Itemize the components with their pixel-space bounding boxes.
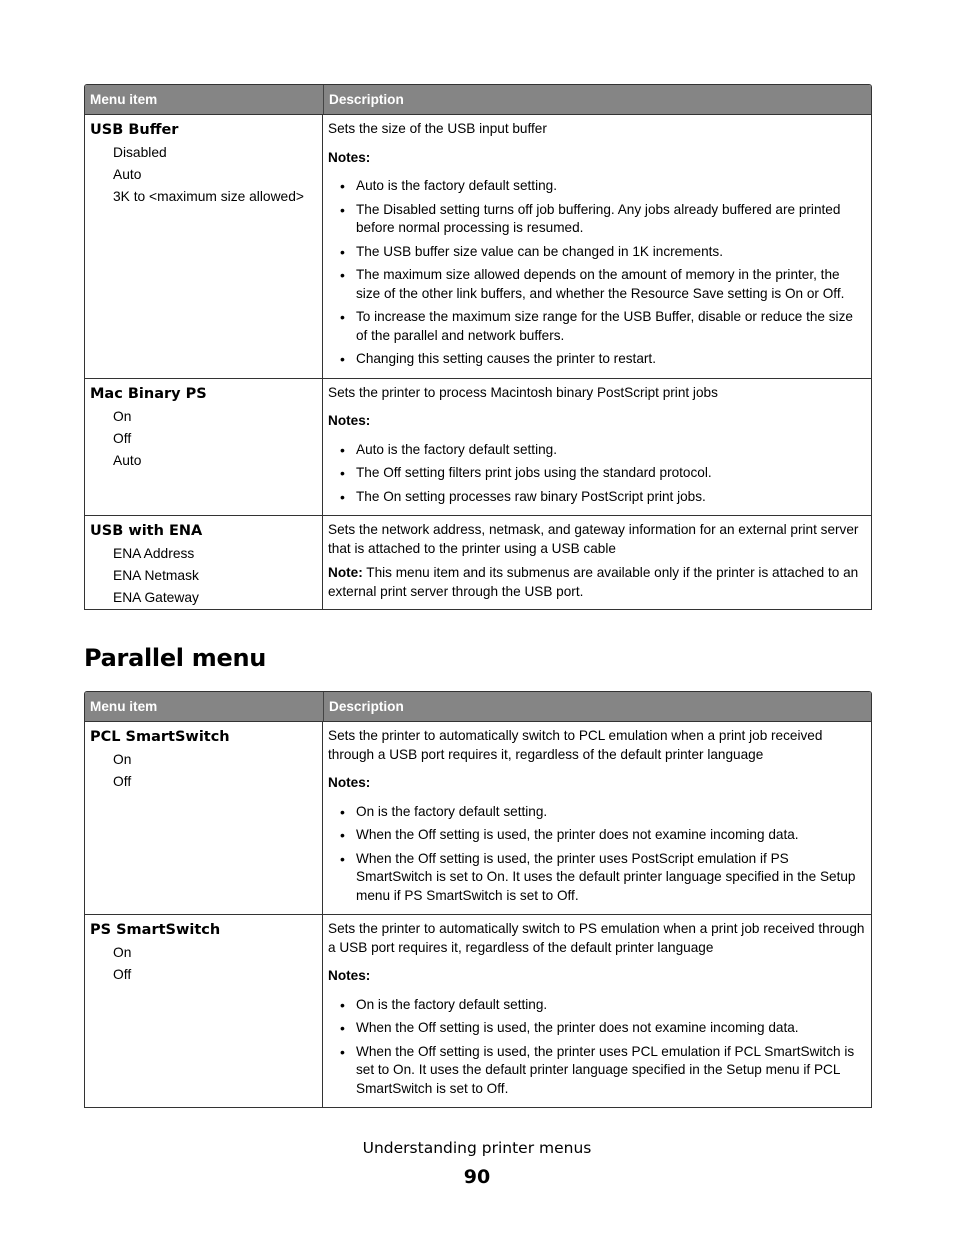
menu-option: Off [113,430,132,446]
menu-item-cell [85,722,323,914]
note-item: • On is the factory default setting. [328,803,867,822]
menu-option: Auto [113,167,142,182]
note-item: • Auto is the factory default setting. [328,177,867,196]
note-item: • The maximum size allowed depends on the amount of memory in the printer, the size of the other link buffers, and whether the Resource Save setting is On or Off. [328,266,867,303]
menu-item-name: USB Buffer [90,122,179,138]
note-item: • The On setting processes raw binary PostScript print jobs. [328,488,867,507]
header-description: Description [329,699,404,715]
notes-list [328,177,867,369]
note-text: This menu item and its submenus are available only if the printer is attached to an external print server through the USB port. [328,565,859,599]
menu-item-cell [85,915,323,1107]
menu-item-name: PCL SmartSwitch [90,729,230,745]
note-item: • Auto is the factory default setting. [328,441,867,460]
description-cell [323,722,871,914]
notes-list [328,996,867,1099]
menu-item-cell [85,115,323,378]
note-item: • When the Off setting is used, the printer uses PCL emulation if PCL SmartSwitch is set to On. It uses the default printer language specified in the Setup menu if PCL SmartSwitch is set to Off. [328,1043,867,1099]
description-text: Sets the size of the USB input buffer [328,121,547,136]
menu-item-name: USB with ENA [90,523,203,539]
footer-chapter-label: Understanding printer menus [362,1139,592,1157]
notes-list [328,441,867,507]
usb-menu-table [84,84,872,610]
menu-item-cell [85,379,323,516]
note-item: • The USB buffer size value can be changed in 1K increments. [328,243,867,262]
page-number: 90 [463,1166,491,1188]
menu-option: Off [113,967,132,982]
menu-option: Auto [113,452,142,468]
description-cell [323,379,871,516]
description-text: Sets the printer to process Macintosh binary PostScript print jobs [328,384,718,400]
table-row [85,515,871,609]
menu-option: ENA Netmask [113,568,199,583]
note-label: Note: [328,565,363,580]
parallel-menu-table [84,691,872,1108]
menu-item-name: Mac Binary PS [90,385,207,402]
header-description: Description [329,92,404,108]
note-item: • Changing this setting causes the printer to restart. [328,350,867,369]
description-text: Sets the printer to automatically switch to PS emulation when a print job received through a USB port requires it, regardless of the default printer language [328,921,865,955]
note-item: • On is the factory default setting. [328,996,867,1015]
menu-option: On [113,752,132,767]
menu-option: On [113,408,132,424]
notes-heading: Notes: [328,968,371,983]
menu-option: Disabled [113,145,167,160]
note-item: • When the Off setting is used, the printer does not examine incoming data. [328,826,867,845]
section-title: Parallel menu [84,644,267,672]
table-row [85,114,871,378]
note-paragraph [328,564,867,601]
description-text: Sets the printer to automatically switch to PCL emulation when a print job received through a USB port requires it, regardless of the default printer language [328,728,823,762]
menu-option: ENA Address [113,546,195,561]
table-row [85,914,871,1107]
table-row [85,378,871,516]
note-item: • When the Off setting is used, the printer uses PostScript emulation if PS SmartSwitch is set to On. It uses the default printer language specified in the Setup menu if PS SmartSwitch is set to Off. [328,850,867,906]
menu-option: 3K to <maximum size allowed> [113,189,304,204]
header-menu-item: Menu item [85,692,324,721]
menu-option: Off [113,774,132,789]
note-item: • The Off setting filters print jobs using the standard protocol. [328,464,867,483]
description-cell [323,115,871,378]
notes-heading: Notes: [328,775,371,790]
note-item: • The Disabled setting turns off job buffering. Any jobs already buffered are printed before normal processing is resumed. [328,201,867,238]
header-menu-item: Menu item [85,85,324,114]
table-header [85,692,871,721]
menu-item-name: PS SmartSwitch [90,922,221,938]
table-header [85,85,871,114]
notes-list [328,803,867,906]
description-text: Sets the network address, netmask, and gateway information for an external print server that is attached to the printer using a USB cable [328,522,859,556]
notes-heading: Notes: [328,413,371,428]
menu-item-cell [85,516,323,609]
note-item: • To increase the maximum size range for the USB Buffer, disable or reduce the size of the parallel and network buffers. [328,308,867,345]
menu-option: ENA Gateway [113,590,199,605]
description-cell [323,516,871,609]
description-cell [323,915,871,1107]
note-item: • When the Off setting is used, the printer does not examine incoming data. [328,1019,867,1038]
table-row [85,721,871,914]
menu-option: On [113,945,132,960]
notes-heading: Notes: [328,149,371,165]
